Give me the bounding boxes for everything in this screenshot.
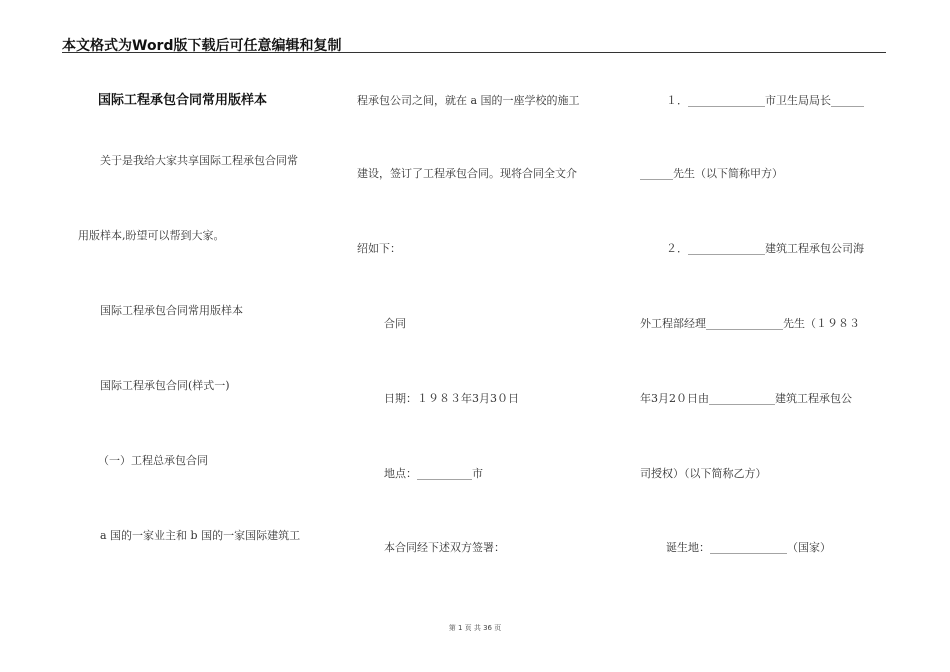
col3-line-3: ２．______________建筑工程承包公司海 xyxy=(666,242,864,255)
col2-line-1: 程承包公司之间，就在 a 国的一座学校的施工 xyxy=(357,94,580,107)
col2-line-4: 合同 xyxy=(384,317,406,330)
col2-line-7: 本合同经下述双方签署： xyxy=(384,541,505,554)
col2-line-5: 日期：１９８３年3月3０日 xyxy=(384,392,519,405)
col3-line-7: 诞生地：______________（国家） xyxy=(666,541,831,554)
col3-line-1: １．______________市卫生局局长______ xyxy=(666,94,864,107)
document-title: 国际工程承包合同常用版样本 xyxy=(98,93,268,108)
col3-line-5: 年3月2０日由____________建筑工程承包公 xyxy=(640,392,852,405)
col2-line-2: 建设，签订了工程承包合同。现将合同全文介 xyxy=(357,167,577,180)
col1-line-3: 国际工程承包合同常用版样本 xyxy=(100,304,243,317)
col3-line-4: 外工程部经理______________先生（１９８３ xyxy=(640,317,860,330)
col1-line-4: 国际工程承包合同(样式一) xyxy=(100,379,230,392)
col1-line-2: 用版样本,盼望可以帮到大家。 xyxy=(78,229,225,242)
col1-line-6: a 国的一家业主和 b 国的一家国际建筑工 xyxy=(100,529,301,542)
col1-line-5: （一）工程总承包合同 xyxy=(98,454,208,467)
document-header: 本文格式为Word版下载后可任意编辑和复制 xyxy=(62,38,342,54)
col3-line-6: 司授权）（以下简称乙方） xyxy=(640,467,767,480)
header-divider xyxy=(62,52,886,53)
col2-line-3: 绍如下： xyxy=(357,242,401,255)
col3-line-2: ______先生（以下简称甲方） xyxy=(640,167,783,180)
col1-line-1: 关于是我给大家共享国际工程承包合同常 xyxy=(100,154,298,167)
page-number-footer: 第 1 页 共 36 页 xyxy=(448,624,502,632)
col2-line-6: 地点：__________市 xyxy=(384,467,483,480)
